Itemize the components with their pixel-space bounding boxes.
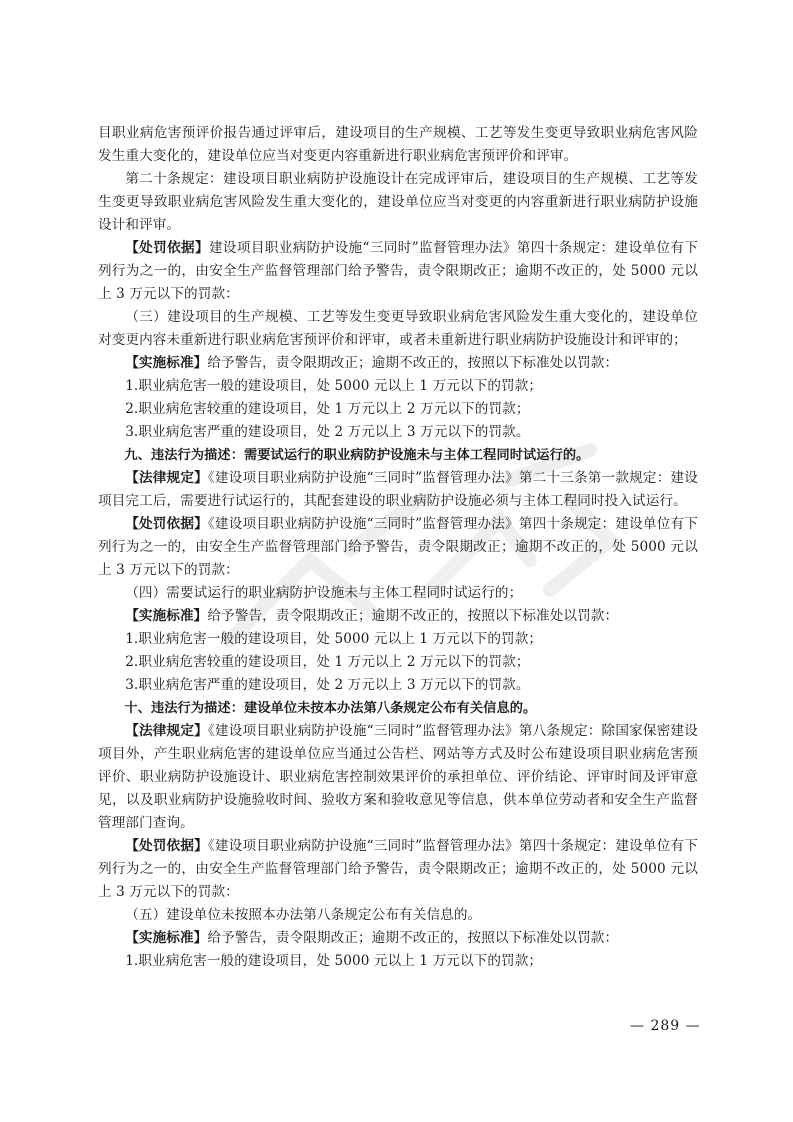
paragraph-penalty-basis: 【处罚依据】《建设项目职业病防护设施“三同时”监督管理办法》第四十条规定：建设单位有下列行为之一的，由安全生产监督管理部门给予警告，责令限期改正；逾期不改正的，处 5000 元以上 3 万元以下的罚款： [98,516,698,578]
section-label: 【处罚依据】 [125,240,209,256]
paragraph-penalty-basis: 【处罚依据】建设项目职业病防护设施“三同时”监督管理办法》第四十条规定：建设单位有下列行为之一的，由安全生产监督管理部门给予警告，责令限期改正；逾期不改正的，处 5000 元以上 3 万元以下的罚款： [98,240,698,302]
list-item: 1.职业病危害一般的建设项目，处 5000 元以上 1 万元以下的罚款； [125,378,543,394]
paragraph-standard: 【实施标准】给予警告，责令限期改正；逾期不改正的，按照以下标准处以罚款： [125,930,619,946]
section-heading: 九、违法行为描述：需要试运行的职业病防护设施未与主体工程同时试运行的。 [124,448,590,463]
paragraph-standard: 【实施标准】给予警告，责令限期改正；逾期不改正的，按照以下标准处以罚款： [125,355,619,371]
page-number: — 289 — [630,1018,701,1034]
list-item: 3.职业病危害严重的建设项目，处 2 万元以上 3 万元以下的罚款。 [125,424,530,440]
section-label: 【法律规定】 [125,470,208,486]
paragraph-penalty-basis: 【处罚依据】《建设项目职业病防护设施“三同时”监督管理办法》第四十条规定：建设单位有下列行为之一的，由安全生产监督管理部门给予警告，责令限期改正；逾期不改正的，处 5000 元以上 3 万元以下的罚款： [98,838,698,900]
section-label: 【实施标准】 [125,608,208,624]
list-item: 3.职业病危害严重的建设项目，处 2 万元以上 3 万元以下的罚款。 [125,677,530,693]
section-label: 【法律规定】 [125,723,208,739]
paragraph-standard: 【实施标准】给予警告，责令限期改正；逾期不改正的，按照以下标准处以罚款： [125,608,619,624]
section-label: 【处罚依据】 [125,838,208,854]
paragraph-continuation: 目职业病危害预评价报告通过评审后，建设项目的生产规模、工艺等发生变更导致职业病危害风险发生重大变化的，建设单位应当对变更内容重新进行职业病危害预评价和评审。 [98,125,698,164]
paragraph-clause: （五）建设单位未按照本办法第八条规定公布有关信息的。 [125,907,482,923]
list-item: 2.职业病危害较重的建设项目，处 1 万元以上 2 万元以下的罚款； [125,654,530,670]
list-item: 2.职业病危害较重的建设项目，处 1 万元以上 2 万元以下的罚款； [125,401,530,417]
paragraph-clause: （三）建设项目的生产规模、工艺等发生变更导致职业病危害风险发生重大变化的，建设单位对变更内容未重新进行职业病危害预评价和评审，或者未重新进行职业病防护设施设计和评审的； [98,309,698,348]
document-body [98,122,698,973]
section-heading: 十、违法行为描述：建设单位未按本办法第八条规定公布有关信息的。 [124,701,537,716]
paragraph-clause: （四）需要试运行的职业病防护设施未与主体工程同时试运行的； [125,585,523,601]
paragraph-legal-provision: 【法律规定】《建设项目职业病防护设施“三同时”监督管理办法》第二十三条第一款规定：建设项目完工后，需要进行试运行的，其配套建设的职业病防护设施必须与主体工程同时投入试运行。 [98,470,698,509]
list-item: 1.职业病危害一般的建设项目，处 5000 元以上 1 万元以下的罚款； [125,953,543,969]
section-label: 【实施标准】 [125,355,208,371]
list-item: 1.职业病危害一般的建设项目，处 5000 元以上 1 万元以下的罚款； [125,631,543,647]
section-label: 【实施标准】 [125,930,208,946]
paragraph-article-20: 第二十条规定：建设项目职业病防护设施设计在完成评审后，建设项目的生产规模、工艺等发生变更导致职业病危害风险发生重大变化的，建设单位应当对变更的内容重新进行职业病防护设施设计和评审。 [98,171,698,233]
section-label: 【处罚依据】 [125,516,208,532]
paragraph-legal-provision: 【法律规定】《建设项目职业病防护设施“三同时”监督管理办法》第八条规定：除国家保密建设项目外，产生职业病危害的建设单位应当通过公告栏、网站等方式及时公布建设项目职业病危害预评价、职业病防护设施设计、职业病危害控制效果评价的承担单位、评价结论、评审时间及评审意见，以及职业病防护设施验收时间、验收方案和验收意见等信息，供本单位劳动者和安全生产监督管理部门查询。 [98,723,698,831]
